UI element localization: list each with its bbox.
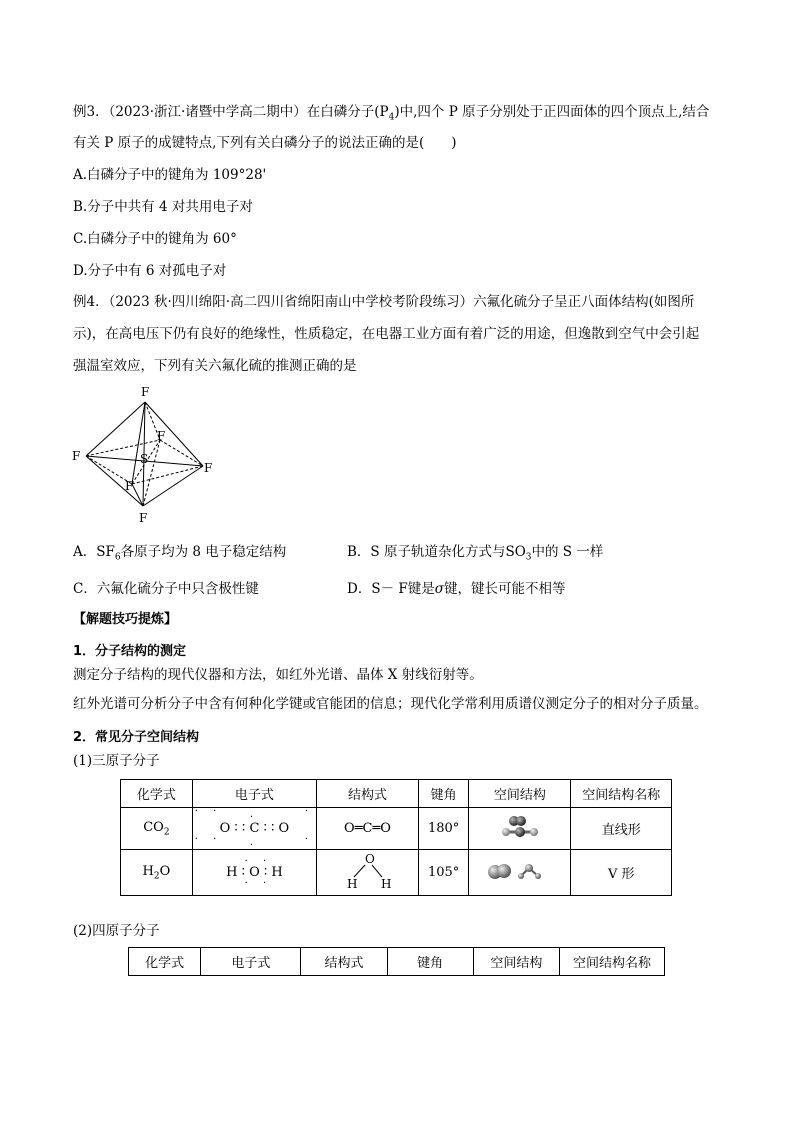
col-header-formula: 化学式 — [121, 780, 193, 808]
co2-ball-stick-model — [490, 812, 550, 842]
q3-option-c: C.白磷分子中的键角为 60° — [73, 231, 237, 247]
t2-col-header-formula: 化学式 — [129, 948, 201, 976]
col-header-shape-name: 空间结构名称 — [571, 780, 672, 808]
co2-electron-formula: · · · · O ∶ ∶ C ∶ ∶ O · · · · — [192, 808, 316, 850]
q3-option-b: B.分子中共有 4 对共用电子对 — [73, 199, 253, 215]
t2-col-header-angle: 键角 — [387, 948, 473, 976]
tetratomic-table — [128, 947, 665, 976]
fig-label-f-bottom: F — [139, 511, 148, 525]
q4-option-a: A．$SF_6$各原子均为 8 电子稳定结构 — [73, 544, 287, 563]
q3-stem-line2: 有关 P 原子的成键特点,下列有关白磷分子的说法正确的是( ) — [73, 135, 457, 151]
fig-label-f-right: F — [204, 461, 213, 475]
table-row — [121, 850, 672, 896]
col-header-shape: 空间结构 — [469, 780, 571, 808]
q4-option-d: D．S－ F键是σ键，键长可能不相等 — [347, 581, 566, 597]
svg-text:H: H — [346, 876, 357, 891]
subsection-tetratomic: (2)四原子分子 — [73, 923, 160, 939]
h2o-ball-stick-model — [485, 856, 555, 886]
t2-col-header-electron: 电子式 — [201, 948, 301, 976]
q4-option-c: C．六氟化硫分子中只含极性键 — [73, 581, 259, 597]
co2-model — [469, 808, 571, 850]
h2o-structural-formula — [317, 850, 419, 896]
sf6-octahedron-figure — [70, 382, 220, 530]
subsection-triatomic: (1)三原子分子 — [73, 753, 160, 769]
q4-stem-line3: 强温室效应，下列有关六氟化硫的推测正确的是 — [73, 358, 357, 374]
col-header-angle: 键角 — [418, 780, 468, 808]
t2-col-header-structure: 结构式 — [301, 948, 387, 976]
q4-option-b: B．S 原子轨道杂化方式与$SO_3$中的 S 一样 — [347, 544, 604, 563]
fig-label-f-top: F — [141, 385, 150, 399]
q3-option-d: D.分子中有 6 对孤电子对 — [73, 263, 227, 279]
table-row — [121, 808, 672, 850]
section-1-title: 1．分子结构的测定 — [73, 644, 187, 659]
h2o-shape-name: V 形 — [571, 850, 672, 896]
co2-formula: $CO_2$ — [121, 808, 193, 850]
h2o-model — [469, 850, 571, 896]
h2o-bond-angle: 105° — [418, 850, 468, 896]
q4-stem-line2: 示)，在高电压下仍有良好的绝缘性，性质稳定，在电器工业方面有着广泛的用途，但逸散到空气中会引起 — [73, 326, 700, 342]
col-header-electron: 电子式 — [192, 780, 316, 808]
co2-structural-formula: O═C═O — [317, 808, 419, 850]
svg-text:O: O — [364, 851, 375, 866]
section-1-para2: 红外光谱可分析分子中含有何种化学键或官能团的信息；现代化学常利用质谱仪测定分子的相对分子质量。 — [73, 696, 708, 712]
h2o-formula: $H_2O$ — [121, 850, 193, 896]
co2-shape-name: 直线形 — [571, 808, 672, 850]
col-header-structure: 结构式 — [317, 780, 419, 808]
h2o-electron-formula: · · H ∶ O ∶ H · · — [192, 850, 316, 896]
t2-col-header-shape: 空间结构 — [473, 948, 559, 976]
tips-heading: 【解题技巧提炼】 — [73, 612, 178, 627]
fig-label-f-back: F — [157, 429, 166, 443]
co2-bond-angle: 180° — [418, 808, 468, 850]
fig-label-f-left: F — [72, 449, 81, 463]
triatomic-table — [120, 779, 672, 896]
q3-option-a: A.白磷分子中的键角为 109°28' — [73, 167, 267, 183]
fig-label-s: S — [140, 452, 149, 466]
t2-col-header-shape-name: 空间结构名称 — [559, 948, 664, 976]
fig-label-f-front: F — [125, 479, 134, 493]
h2o-structure-diagram — [338, 851, 398, 891]
section-1-para1: 测定分子结构的现代仪器和方法，如红外光谱、晶体 X 射线衍射等。 — [73, 667, 483, 683]
svg-text:H: H — [380, 876, 391, 891]
q3-stem-line1: 例3．（2023·浙江·诸暨中学高二期中）在白磷分子$(P_4)$中,四个 P 原子分别处于正四面体的四个顶点上,结合 — [73, 104, 710, 123]
q4-stem-line1: 例4．（2023 秋·四川绵阳·高二四川省绵阳南山中学校考阶段练习）六氟化硫分子呈正八面体结构(如图所 — [73, 294, 695, 310]
section-2-title: 2．常见分子空间结构 — [73, 730, 200, 745]
